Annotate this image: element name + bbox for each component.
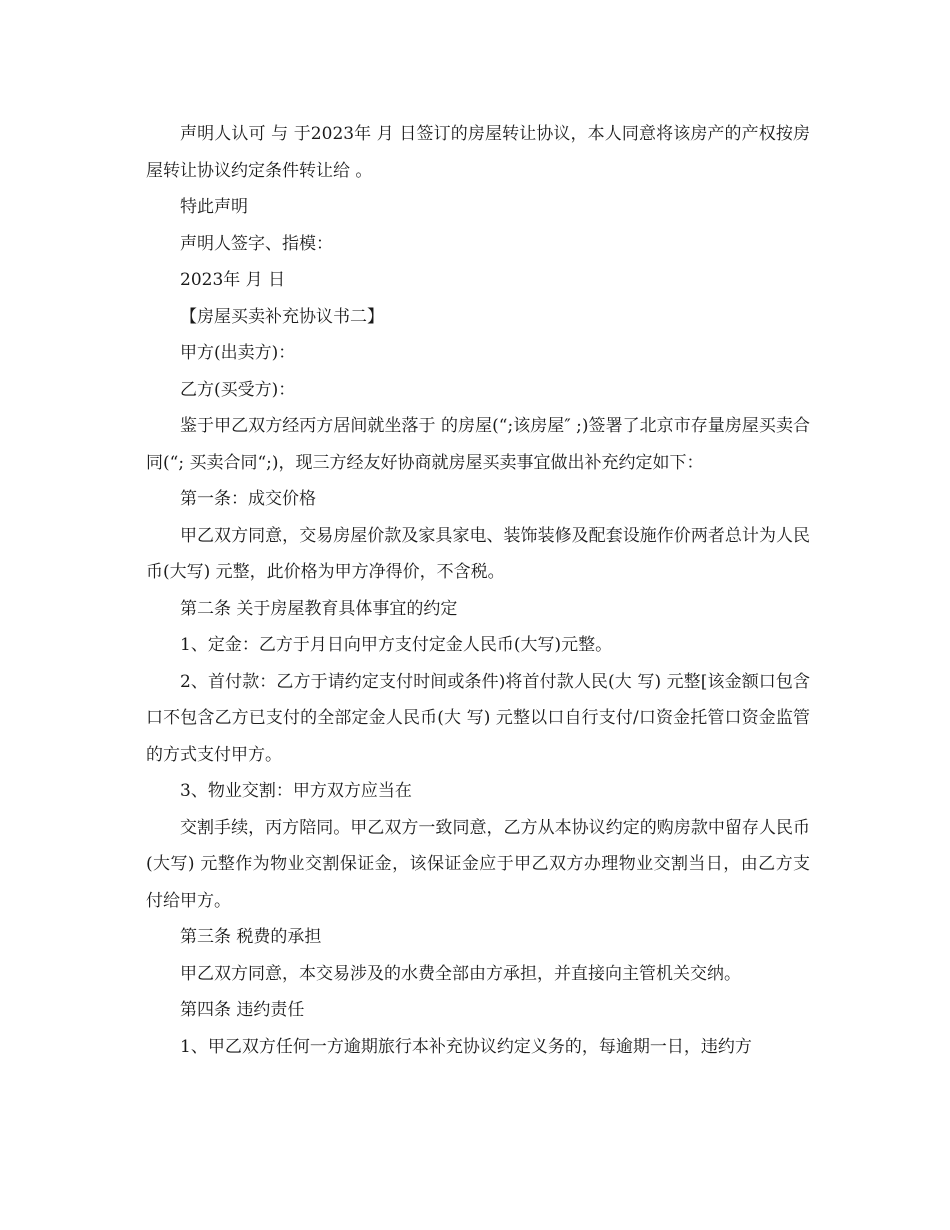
paragraph-party-a: 甲方(出卖方)： bbox=[180, 343, 296, 363]
paragraph-special-statement: 特此声明 bbox=[180, 197, 248, 217]
section-heading-agreement-two: 【房屋买卖补充协议书二】 bbox=[180, 306, 384, 327]
article-heading-4: 第四条 违约责任 bbox=[180, 1000, 305, 1020]
paragraph-preamble: 鉴于甲乙双方经丙方居间就坐落于 的房屋(“;该房屋″ ;)签署了北京市存量房屋买卖合同(“; 买卖合同“;)，现三方经友好协商就房屋买卖事宜做出补充约定如下： bbox=[146, 416, 810, 473]
paragraph-date-line: 2023年 月 日 bbox=[180, 270, 286, 290]
document-body bbox=[146, 116, 810, 1065]
paragraph-party-b: 乙方(买受方)： bbox=[180, 379, 296, 400]
paragraph-signature-line: 声明人签字、指模： bbox=[180, 233, 333, 254]
paragraph-taxes: 甲乙双方同意，本交易涉及的水费全部由方承担，并直接向主管机关交纳。 bbox=[180, 963, 741, 984]
paragraph-article-1-body: 甲乙双方同意，交易房屋价款及家具家电、装饰装修及配套设施作价两者总计为人民币(大写) 元整，此价格为甲方净得价，不含税。 bbox=[146, 525, 810, 582]
paragraph-property-handover: 3、物业交割：甲方双方应当在 bbox=[180, 781, 412, 801]
paragraph-declaration: 声明人认可 与 于2023年 月 日签订的房屋转让协议，本人同意将该房产的产权按房屋转让协议约定条件转让给 。 bbox=[146, 124, 810, 181]
paragraph-handover-details: 交割手续，丙方陪同。甲乙双方一致同意，乙方从本协议约定的购房款中留存人民币(大写) 元整作为物业交割保证金，该保证金应于甲乙双方办理物业交割当日，由乙方支付给甲方。 bbox=[146, 817, 810, 911]
paragraph-breach: 1、甲乙双方任何一方逾期旅行本补充协议约定义务的，每逾期一日，违约方 bbox=[180, 1036, 752, 1057]
paragraph-down-payment: 2、首付款：乙方于请约定支付时间或条件)将首付款人民(大 写) 元整[该金额口包含口不包含乙方已支付的全部定金人民币(大 写) 元整以口自行支付/口资金托管口资金监管的方式支付甲方。 bbox=[146, 671, 810, 765]
article-heading-2: 第二条 关于房屋教育具体事宜的约定 bbox=[180, 598, 458, 619]
paragraph-deposit: 1、定金：乙方于月日向甲方支付定金人民币(大写)元整。 bbox=[180, 635, 613, 655]
article-heading-3: 第三条 税费的承担 bbox=[180, 927, 322, 947]
article-heading-1: 第一条：成交价格 bbox=[180, 489, 316, 509]
